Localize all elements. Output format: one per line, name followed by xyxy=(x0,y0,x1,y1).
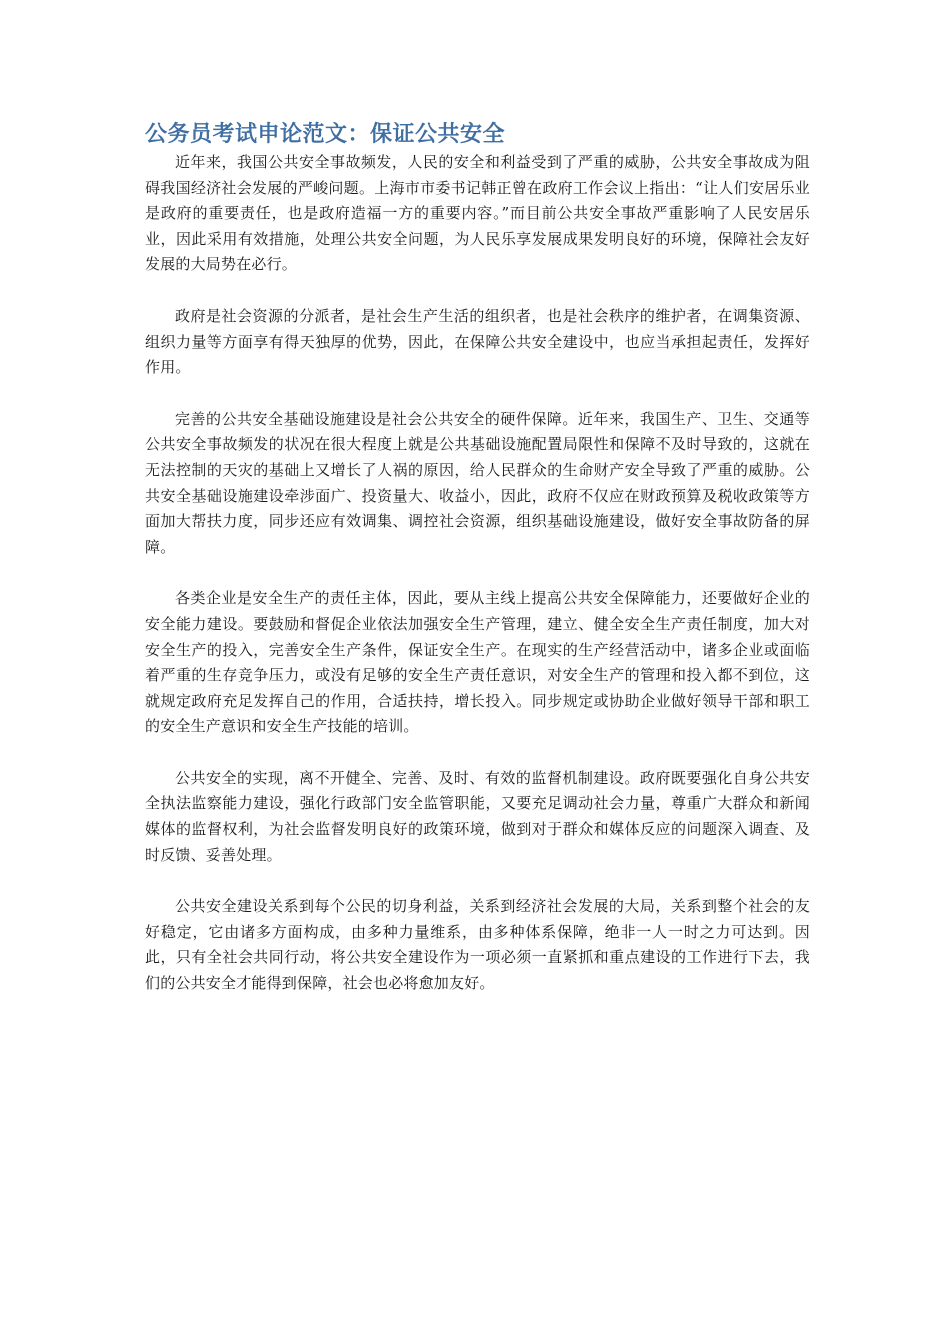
paragraph-1: 近年来，我国公共安全事故频发，人民的安全和利益受到了严重的威胁，公共安全事故成为阻碍我国经济社会发展的严峻问题。上海市市委书记韩正曾在政府工作会议上指出：“让人们安居乐业是政府的重要责任，也是政府造福一方的重要内容。”而目前公共安全事故严重影响了人民安居乐业，因此采用有效措施，处理公共安全问题，为人民乐享发展成果发明良好的环境，保障社会友好发展的大局势在必行。 xyxy=(145,153,810,274)
paragraph-3: 完善的公共安全基础设施建设是社会公共安全的硬件保障。近年来，我国生产、卫生、交通等公共安全事故频发的状况在很大程度上就是公共基础设施配置局限性和保障不及时导致的，这就在无法控制的天灾的基础上又增长了人祸的原因，给人民群众的生命财产安全导致了严重的威胁。公共安全基础设施建设牵涉面广、投资量大、收益小，因此，政府不仅应在财政预算及税收政策等方面加大帮扶力度，同步还应有效调集、调控社会资源，组织基础设施建设，做好安全事故防备的屏障。 xyxy=(145,409,810,556)
document-title: 公务员考试申论范文：保证公共安全 xyxy=(145,122,506,147)
document-page xyxy=(145,120,810,1023)
paragraph-6: 公共安全建设关系到每个公民的切身利益，关系到经济社会发展的大局，关系到整个社会的友好稳定，它由诸多方面构成，由多种力量维系，由多种体系保障，绝非一人一时之力可达到。因此，只有全社会共同行动，将公共安全建设作为一项必须一直紧抓和重点建设的工作进行下去，我们的公共安全才能得到保障，社会也必将愈加友好。 xyxy=(145,897,810,993)
paragraph-4: 各类企业是安全生产的责任主体，因此，要从主线上提高公共安全保障能力，还要做好企业的安全能力建设。要鼓励和督促企业依法加强安全生产管理，建立、健全安全生产责任制度，加大对安全生产的投入，完善安全生产条件，保证安全生产。在现实的生产经营活动中，诸多企业或面临着严重的生存竞争压力，或没有足够的安全生产责任意识，对安全生产的管理和投入都不到位，这就规定政府充足发挥自己的作用，合适扶持，增长投入。同步规定或协助企业做好领导干部和职工的安全生产意识和安全生产技能的培训。 xyxy=(145,589,810,736)
paragraph-5: 公共安全的实现，离不开健全、完善、及时、有效的监督机制建设。政府既要强化自身公共安全执法监察能力建设，强化行政部门安全监管职能，又要充足调动社会力量，尊重广大群众和新闻媒体的监督权利，为社会监督发明良好的政策环境，做到对于群众和媒体反应的问题深入调查、及时反馈、妥善处理。 xyxy=(145,768,810,864)
paragraph-2: 政府是社会资源的分派者，是社会生产生活的组织者，也是社会秩序的维护者，在调集资源、组织力量等方面享有得天独厚的优势，因此，在保障公共安全建设中，也应当承担起责任，发挥好作用。 xyxy=(145,306,810,377)
